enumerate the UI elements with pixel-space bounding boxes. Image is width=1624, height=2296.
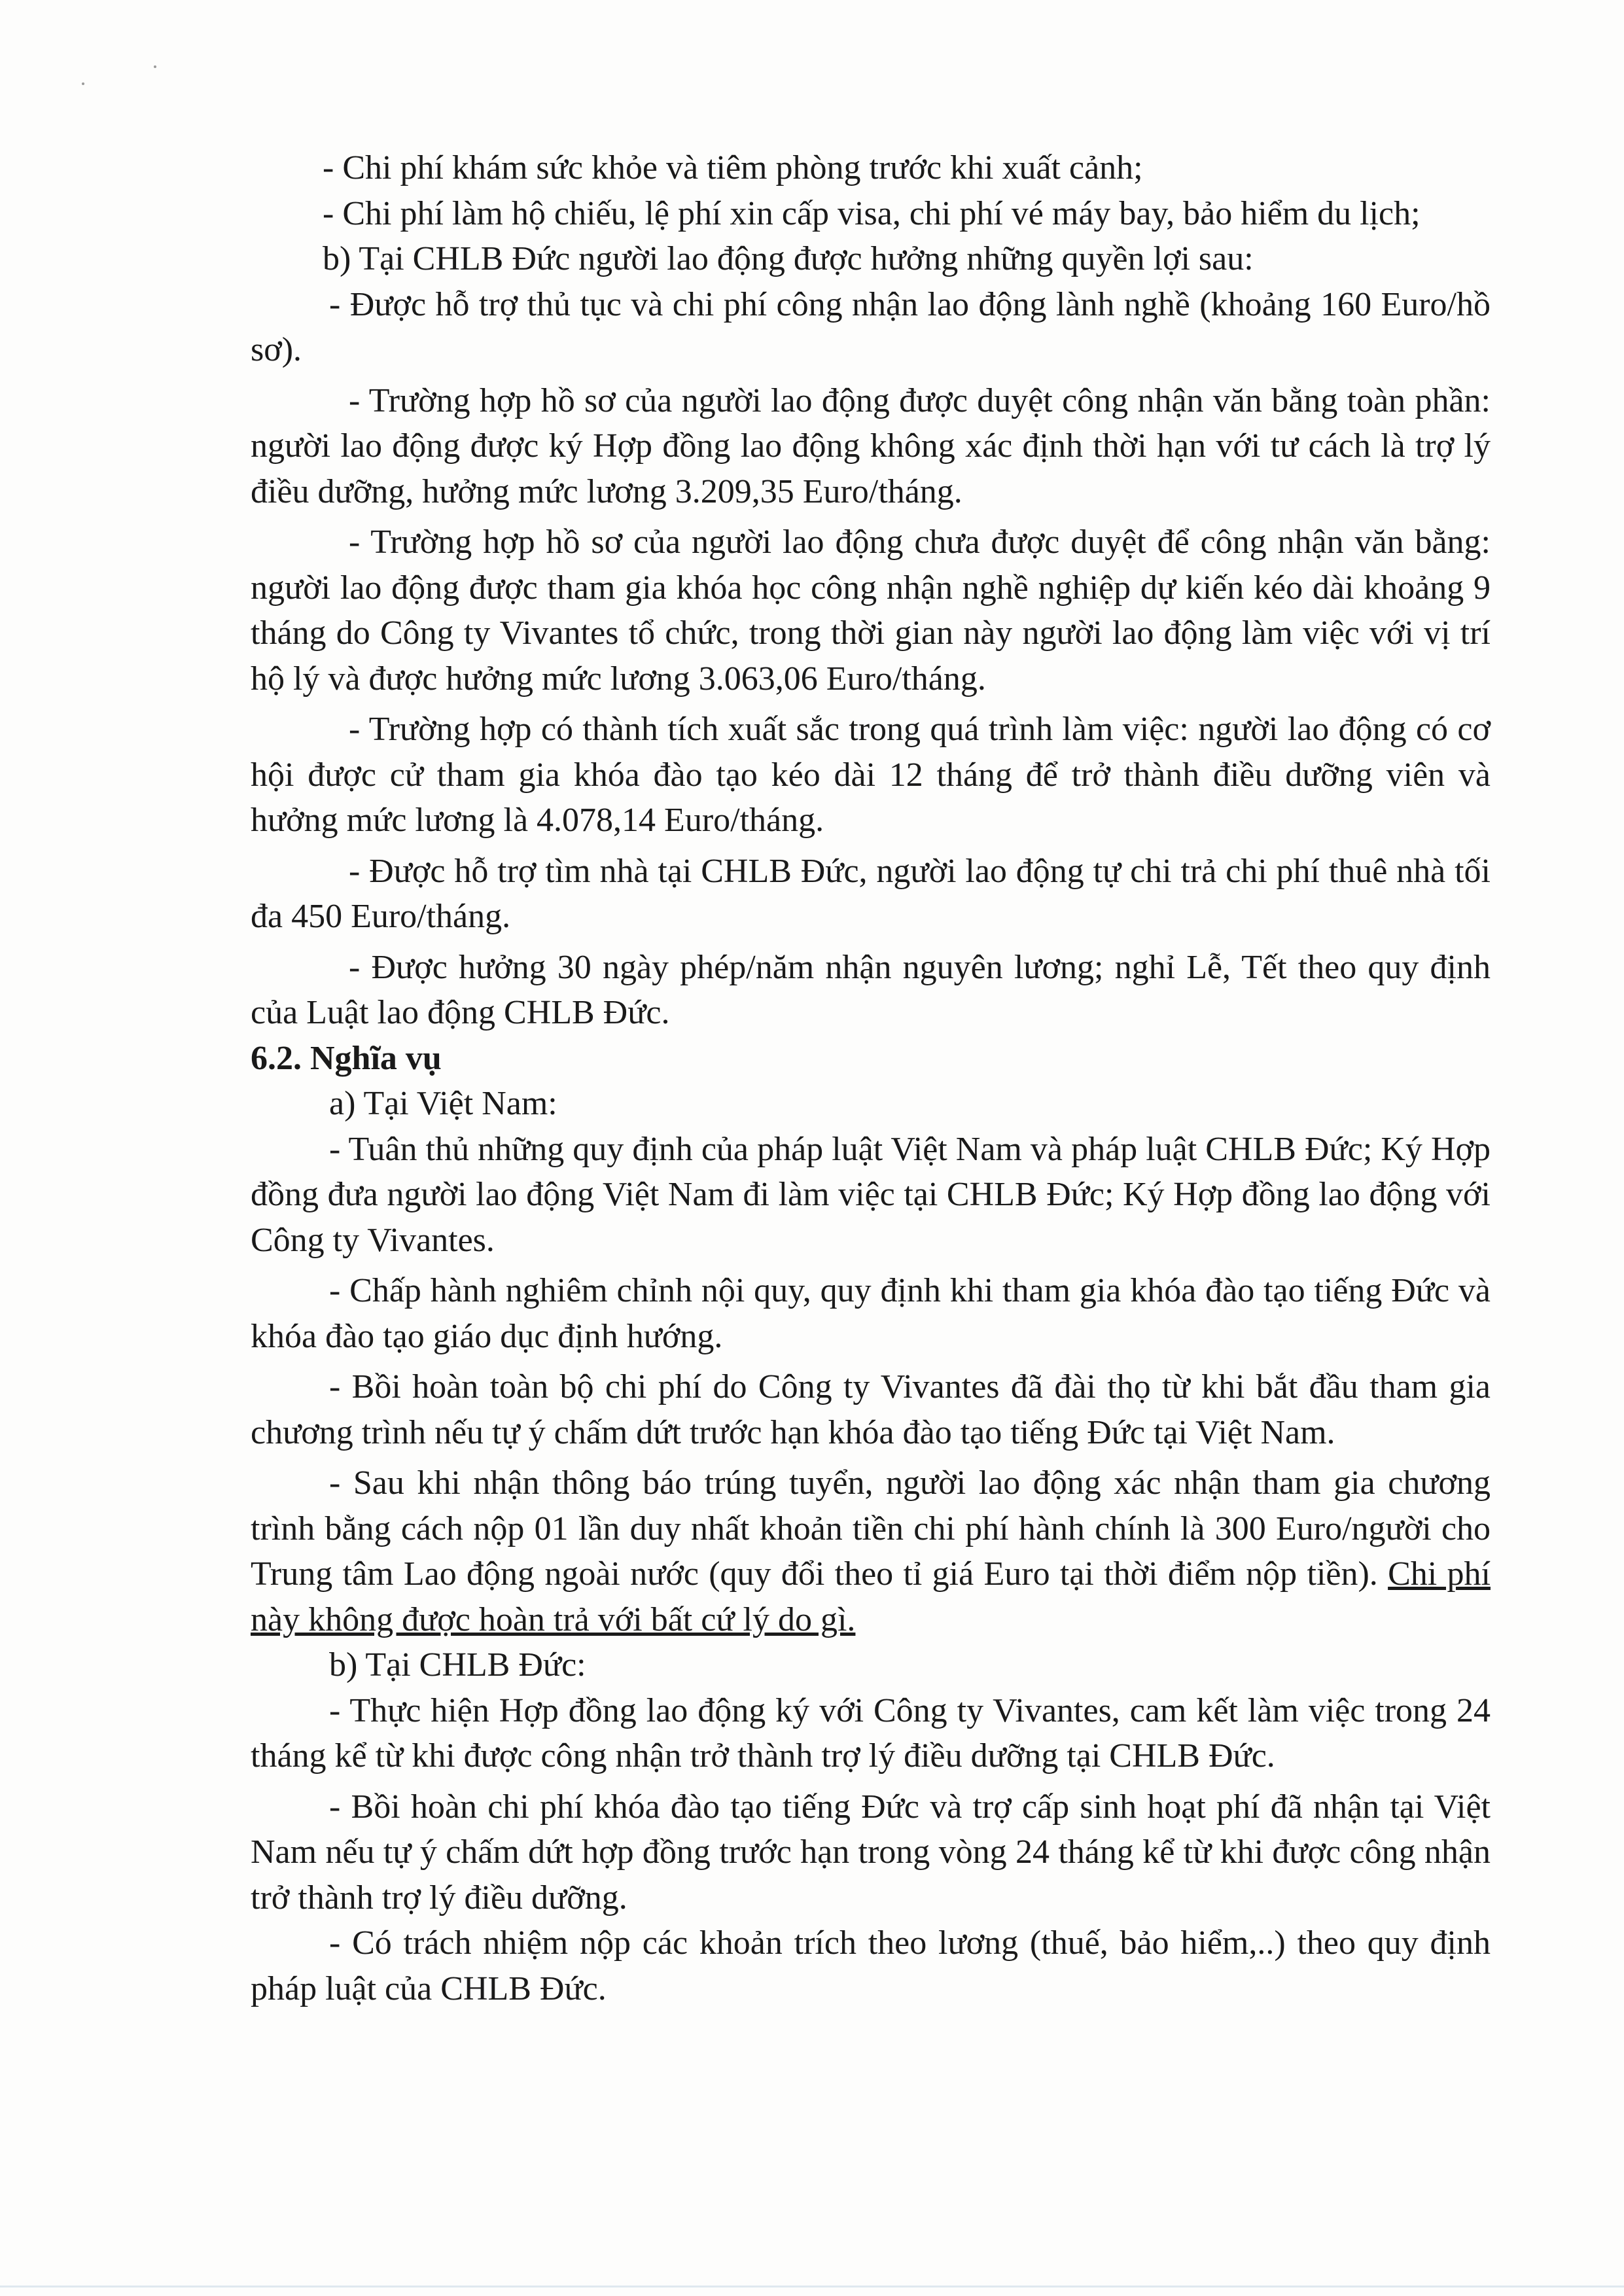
paragraph: - Được hỗ trợ tìm nhà tại CHLB Đức, người lao động tự chi trả chi phí thuê nhà tối đa 450 Euro/tháng. <box>251 852 1491 935</box>
underlined-note: Chi phí này không được hoàn trả với bất cứ lý do gì. <box>251 1555 1491 1638</box>
paragraph <box>251 1460 1491 1642</box>
section-heading: 6.2. Nghĩa vụ <box>251 1039 442 1077</box>
paragraph: - Trường hợp hồ sơ của người lao động chưa được duyệt để công nhận văn bằng: người lao động được tham gia khóa học công nhận nghề nghiệp dự kiến kéo dài khoảng 9 tháng do Công ty Vivantes tổ chức, trong thời gian này người lao động làm việc với vị trí hộ lý và được hưởng mức lương 3.063,06 Euro/tháng. <box>251 523 1491 698</box>
paragraph: b) Tại CHLB Đức người lao động được hưởng những quyền lợi sau: <box>323 240 1254 277</box>
scan-speck <box>154 65 156 68</box>
scan-edge <box>0 2286 1624 2287</box>
paragraph-text: - Sau khi nhận thông báo trúng tuyển, người lao động xác nhận tham gia chương trình bằng cách nộp 01 lần duy nhất khoản tiền chi phí hành chính là 300 Euro/người cho Trung tâm Lao động ngoài nước (quy đổi theo tỉ giá Euro tại thời điểm nộp tiền). <box>251 1464 1491 1593</box>
paragraph: - Trường hợp có thành tích xuất sắc trong quá trình làm việc: người lao động có cơ hội được cử tham gia khóa đào tạo kéo dài 12 tháng để trở thành điều dưỡng viên và hưởng mức lương là 4.078,14 Euro/tháng. <box>251 711 1491 839</box>
document-body <box>251 145 1491 2011</box>
subsection-label: b) Tại CHLB Đức: <box>329 1646 586 1684</box>
paragraph: - Chi phí khám sức khỏe và tiêm phòng trước khi xuất cảnh; <box>323 149 1143 186</box>
paragraph: - Chấp hành nghiêm chỉnh nội quy, quy định khi tham gia khóa đào tạo tiếng Đức và khóa đào tạo giáo dục định hướng. <box>251 1272 1491 1355</box>
paragraph: - Trường hợp hồ sơ của người lao động được duyệt công nhận văn bằng toàn phần: người lao động được ký Hợp đồng lao động không xác định thời hạn với tư cách là trợ lý điều dưỡng, hưởng mức lương 3.209,35 Euro/tháng. <box>251 381 1491 510</box>
subsection-label: a) Tại Việt Nam: <box>329 1085 557 1122</box>
paragraph: - Tuân thủ những quy định của pháp luật Việt Nam và pháp luật CHLB Đức; Ký Hợp đồng đưa người lao động Việt Nam đi làm việc tại CHLB Đức; Ký Hợp đồng lao động với Công ty Vivantes. <box>251 1130 1491 1259</box>
scan-speck <box>82 82 84 85</box>
paragraph: - Thực hiện Hợp đồng lao động ký với Công ty Vivantes, cam kết làm việc trong 24 tháng kể từ khi được công nhận trở thành trợ lý điều dưỡng tại CHLB Đức. <box>251 1691 1491 1775</box>
paragraph: - Bồi hoàn chi phí khóa đào tạo tiếng Đức và trợ cấp sinh hoạt phí đã nhận tại Việt Nam nếu tự ý chấm dứt hợp đồng trước hạn trong vòng 24 tháng kể từ khi được công nhận trở thành trợ lý điều dưỡng. <box>251 1788 1491 1916</box>
paragraph: - Có trách nhiệm nộp các khoản trích theo lương (thuế, bảo hiểm,..) theo quy định pháp luật của CHLB Đức. <box>251 1924 1491 2007</box>
paragraph: - Bồi hoàn toàn bộ chi phí do Công ty Vivantes đã đài thọ từ khi bắt đầu tham gia chương trình nếu tự ý chấm dứt trước hạn khóa đào tạo tiếng Đức tại Việt Nam. <box>251 1368 1491 1451</box>
paragraph: - Được hỗ trợ thủ tục và chi phí công nhận lao động lành nghề (khoảng 160 Euro/hồ sơ). <box>251 285 1491 368</box>
paragraph: - Chi phí làm hộ chiếu, lệ phí xin cấp visa, chi phí vé máy bay, bảo hiểm du lịch; <box>323 194 1421 232</box>
paragraph: - Được hưởng 30 ngày phép/năm nhận nguyên lương; nghỉ Lễ, Tết theo quy định của Luật lao động CHLB Đức. <box>251 948 1491 1031</box>
